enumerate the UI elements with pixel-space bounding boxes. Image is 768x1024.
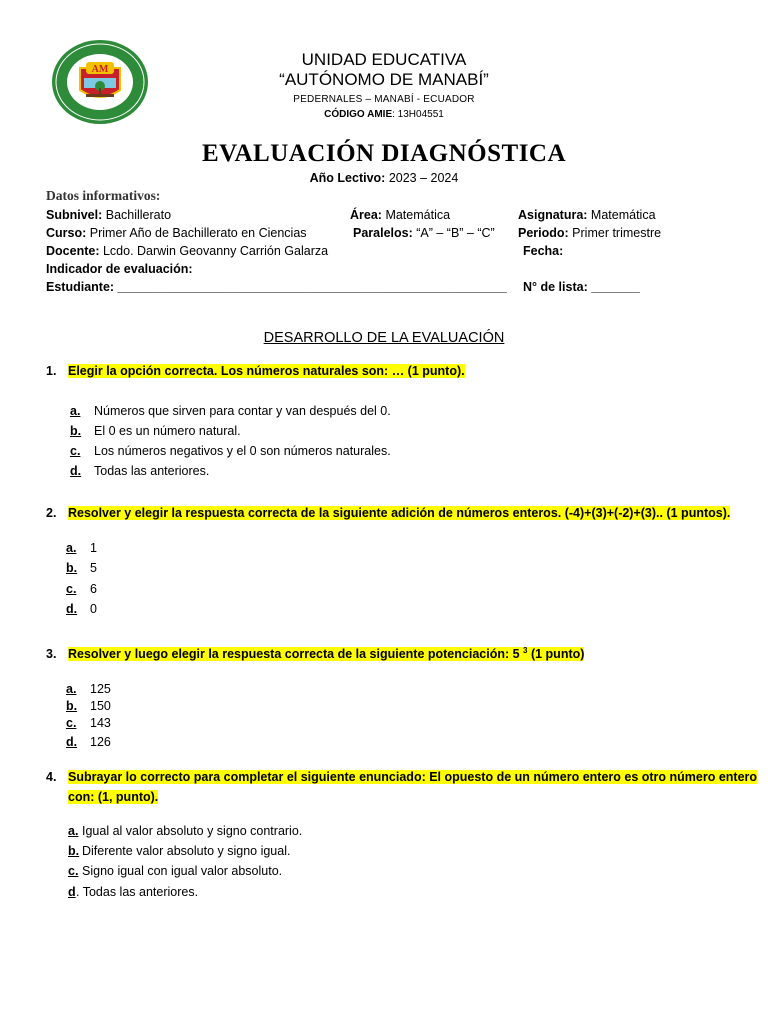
option-1d[interactable] xyxy=(70,462,209,480)
amie-value: : 13H04551 xyxy=(392,109,444,120)
option-text: 0 xyxy=(90,602,97,616)
option-4b[interactable] xyxy=(68,842,290,860)
asignatura-label: Asignatura: xyxy=(518,208,588,222)
year-label: Año Lectivo: xyxy=(309,171,386,185)
option-letter: b. xyxy=(66,699,78,713)
indicador-field xyxy=(46,261,193,278)
school-year xyxy=(0,171,768,185)
option-text: 143 xyxy=(90,716,111,730)
amie-label: CÓDIGO AMIE xyxy=(324,109,393,120)
question-text: Elegir la opción correcta. Los números naturales son: … (1 punto). xyxy=(68,364,465,378)
asignatura-field xyxy=(518,207,656,224)
option-text: 125 xyxy=(90,682,111,696)
option-text: Diferente valor absoluto y signo igual. xyxy=(82,844,291,858)
question-text-line1: Subrayar lo correcto para completar el siguiente enunciado: El opuesto de un número entero es otro número entero xyxy=(68,770,758,784)
option-text: Todas las anteriores. xyxy=(94,464,210,478)
option-1a[interactable] xyxy=(70,402,391,420)
exponent: 3 xyxy=(523,646,528,655)
subnivel-field xyxy=(46,207,171,224)
question-text-after: (1 punto) xyxy=(527,647,585,662)
option-letter: a. xyxy=(66,541,77,555)
option-letter: c. xyxy=(68,864,79,878)
option-text: Números que sirven para contar y van después del 0. xyxy=(94,404,391,418)
option-text: 150 xyxy=(90,699,111,713)
option-text: Signo igual con igual valor absoluto. xyxy=(82,864,283,878)
question-number: 2. xyxy=(46,506,57,520)
option-2c[interactable] xyxy=(66,580,97,598)
option-2a[interactable] xyxy=(66,539,97,557)
question-text xyxy=(68,647,584,661)
info-heading: Datos informativos: xyxy=(46,188,161,203)
option-letter: c. xyxy=(66,716,77,730)
question-number: 3. xyxy=(46,647,57,662)
option-text: Igual al valor absoluto y signo contrario. xyxy=(82,824,303,838)
option-letter: b. xyxy=(68,844,80,858)
option-text: 1 xyxy=(90,541,97,555)
curso-label: Curso: xyxy=(46,226,87,240)
year-value: 2023 – 2024 xyxy=(385,171,459,185)
option-letter: c. xyxy=(70,444,81,458)
periodo-value: Primer trimestre xyxy=(568,226,662,240)
option-letter: d. xyxy=(70,464,82,478)
option-text: 6 xyxy=(90,582,97,596)
question-number: 1. xyxy=(46,364,57,378)
fecha-label: Fecha: xyxy=(523,244,564,258)
option-text: 5 xyxy=(90,561,97,575)
option-text: El 0 es un número natural. xyxy=(94,424,241,438)
question-2 xyxy=(46,504,730,522)
area-value: Matemática xyxy=(381,208,451,222)
option-text: . Todas las anteriores. xyxy=(76,885,199,899)
school-name-line1: UNIDAD EDUCATIVA xyxy=(301,50,467,69)
option-1b[interactable] xyxy=(70,422,241,440)
curso-field xyxy=(46,225,307,242)
question-number: 4. xyxy=(46,770,57,784)
option-1c[interactable] xyxy=(70,442,391,460)
area-label: Área: xyxy=(350,208,382,222)
option-letter: d. xyxy=(66,602,78,616)
question-3 xyxy=(46,642,584,663)
option-4d[interactable] xyxy=(68,883,198,901)
docente-field xyxy=(46,243,328,260)
asignatura-value: Matemática xyxy=(587,208,656,222)
option-letter: b. xyxy=(66,561,78,575)
estudiante-field xyxy=(46,279,507,296)
paralelos-label: Paralelos: xyxy=(353,226,413,240)
option-2d[interactable] xyxy=(66,600,97,618)
evaluation-title: EVALUACIÓN DIAGNÓSTICA xyxy=(201,140,567,167)
curso-value: Primer Año de Bachillerato en Ciencias xyxy=(86,226,307,240)
option-3b[interactable] xyxy=(66,697,111,715)
question-4 xyxy=(46,768,757,786)
amie-code xyxy=(0,109,768,121)
paralelos-value: “A” – “B” – “C” xyxy=(412,226,495,240)
periodo-label: Periodo: xyxy=(518,226,569,240)
area-field xyxy=(350,207,450,224)
periodo-field xyxy=(518,225,661,242)
option-letter: b. xyxy=(70,424,82,438)
option-letter: a. xyxy=(66,682,77,696)
option-letter: c. xyxy=(66,582,77,596)
option-2b[interactable] xyxy=(66,559,97,577)
subnivel-value: Bachillerato xyxy=(102,208,172,222)
option-letter: d. xyxy=(66,735,78,749)
lista-field xyxy=(523,279,640,296)
docente-label: Docente: xyxy=(46,244,100,258)
estudiante-label: Estudiante: ________________________________________________________ xyxy=(46,280,507,294)
subnivel-label: Subnivel: xyxy=(46,208,103,222)
section-title xyxy=(0,330,768,346)
question-4-line2 xyxy=(68,788,158,806)
option-3d[interactable] xyxy=(66,733,111,751)
svg-text:AM: AM xyxy=(91,64,109,75)
docente-value: Lcdo. Darwin Geovanny Carrión Galarza xyxy=(99,244,329,258)
option-text: 126 xyxy=(90,735,111,749)
question-text-before: Resolver y luego elegir la respuesta correcta de la siguiente potenciación: 5 xyxy=(68,647,524,662)
question-text: Resolver y elegir la respuesta correcta de la siguiente adición de números enteros. (-4)+(3)+(-2)+(3).. (1 puntos). xyxy=(68,506,731,520)
option-letter: d xyxy=(68,885,76,899)
question-1 xyxy=(46,362,465,380)
paralelos-field xyxy=(353,225,495,242)
option-letter: a. xyxy=(68,824,79,838)
option-letter: a. xyxy=(70,404,81,418)
fecha-field xyxy=(523,243,563,260)
option-4a[interactable] xyxy=(68,822,302,840)
lista-label: N° de lista: _______ xyxy=(523,280,640,294)
indicador-label: Indicador de evaluación: xyxy=(46,262,193,276)
option-3c[interactable] xyxy=(66,714,111,732)
option-3a[interactable] xyxy=(66,680,111,698)
option-4c[interactable] xyxy=(68,862,282,880)
option-text: Los números negativos y el 0 son números naturales. xyxy=(94,444,391,458)
section-title-text: DESARROLLO DE LA EVALUACIÓN xyxy=(263,330,505,346)
school-name-line2: “AUTÓNOMO DE MANABÍ” xyxy=(279,70,489,89)
question-text-line2: con: (1, punto). xyxy=(68,790,159,804)
school-location: PEDERNALES – MANABÍ - ECUADOR xyxy=(293,94,475,105)
